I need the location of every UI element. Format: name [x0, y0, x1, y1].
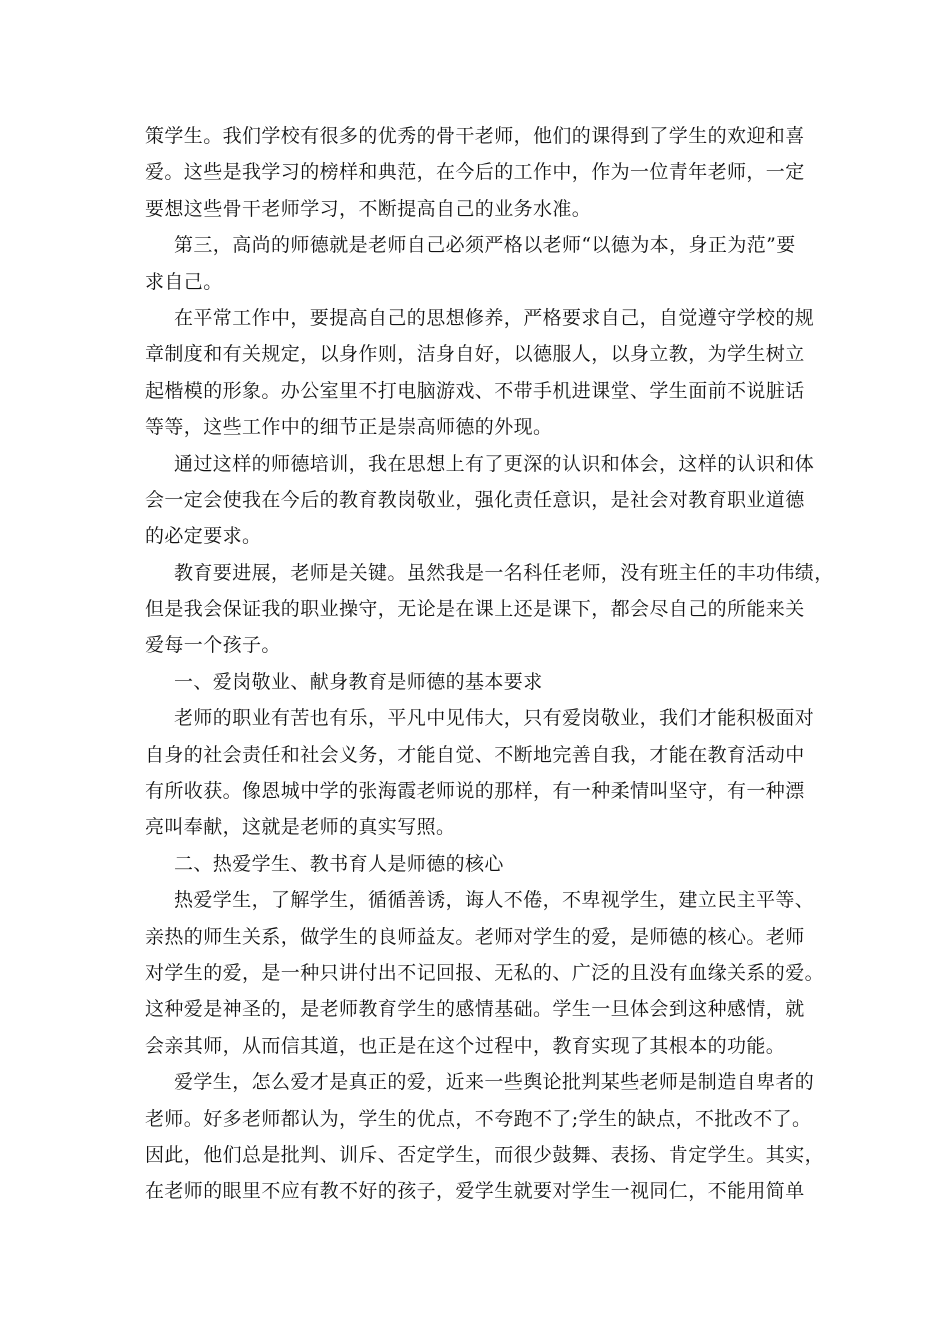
text-line: 通过这样的师德培训，我在思想上有了更深的认识和体会，这样的认识和体: [174, 452, 815, 475]
text-line: 亲热的师生关系，做学生的良师益友。老师对学生的爱，是师德的核心。老师: [145, 925, 805, 948]
text-line: 爱。这些是我学习的榜样和典范，在今后的工作中，作为一位青年老师，一定: [145, 161, 805, 184]
text-line: 老师的职业有苦也有乐，平凡中见伟大，只有爱岗敬业，我们才能积极面对: [174, 707, 815, 730]
text-line: 起楷模的形象。办公室里不打电脑游戏、不带手机进课堂、学生面前不说脏话: [145, 379, 805, 402]
text-line: 热爱学生，了解学生，循循善诱，诲人不倦，不卑视学生，建立民主平等、: [174, 889, 815, 912]
text-line: 章制度和有关规定，以身作则，洁身自好，以德服人，以身立教，为学生树立: [145, 343, 805, 366]
text-line: 爱每一个孩子。: [145, 634, 281, 657]
text-line: 自身的社会责任和社会义务，才能自觉、不断地完善自我，才能在教育活动中: [145, 743, 805, 766]
text-line: 等等，这些工作中的细节正是崇高师德的外现。: [145, 416, 553, 439]
body-text: [145, 118, 834, 1210]
text-line: 会亲其师，从而信其道，也正是在这个过程中，教育实现了其根本的功能。: [145, 1034, 786, 1057]
text-line: 对学生的爱，是一种只讲付出不记回报、无私的、广泛的且没有血缘关系的爱。: [145, 961, 825, 984]
text-line: 爱学生，怎么爱才是真正的爱，近来一些舆论批判某些老师是制造自卑者的: [174, 1071, 815, 1094]
text-line: 的必定要求。: [145, 525, 262, 548]
text-line: 这种爱是神圣的，是老师教育学生的感情基础。学生一旦体会到这种感情，就: [145, 998, 805, 1021]
text-line: 会一定会使我在今后的教育教岗敬业，强化责任意识，是社会对教育职业道德: [145, 488, 805, 511]
text-line: 策学生。我们学校有很多的优秀的骨干老师，他们的课得到了学生的欢迎和喜: [145, 125, 805, 147]
text-line: 二、热爱学生、教书育人是师德的核心: [174, 852, 504, 875]
text-line: 因此，他们总是批判、训斥、否定学生，而很少鼓舞、表扬、肯定学生。其实，: [145, 1143, 825, 1166]
text-line: 亮叫奉献，这就是老师的真实写照。: [145, 816, 456, 839]
text-line: 教育要进展，老师是关键。虽然我是一名科任老师，没有班主任的丰功伟绩，: [174, 561, 834, 584]
text-line: 第三，高尚的师德就是老师自己必须严格以老师“以德为本，身正为范”要: [174, 234, 796, 257]
text-line: 在老师的眼里不应有教不好的孩子，爱学生就要对学生一视同仁，不能用简单: [145, 1180, 805, 1203]
text-line: 有所收获。像恩城中学的张海霞老师说的那样，有一种柔情叫坚守，有一种漂: [145, 780, 805, 803]
text-line: 要想这些骨干老师学习，不断提高自己的业务水准。: [145, 197, 592, 220]
text-line: 在平常工作中，要提高自己的思想修养，严格要求自己，自觉遵守学校的规: [174, 306, 815, 329]
text-line: 老师。好多老师都认为，学生的优点，不夸跑不了;学生的缺点，不批改不了。: [145, 1107, 812, 1130]
text-line: 但是我会保证我的职业操守，无论是在课上还是课下，都会尽自己的所能来关: [145, 598, 805, 621]
text-line: 一、爱岗敬业、献身教育是师德的基本要求: [174, 670, 543, 693]
text-line: 求自己。: [145, 270, 223, 293]
